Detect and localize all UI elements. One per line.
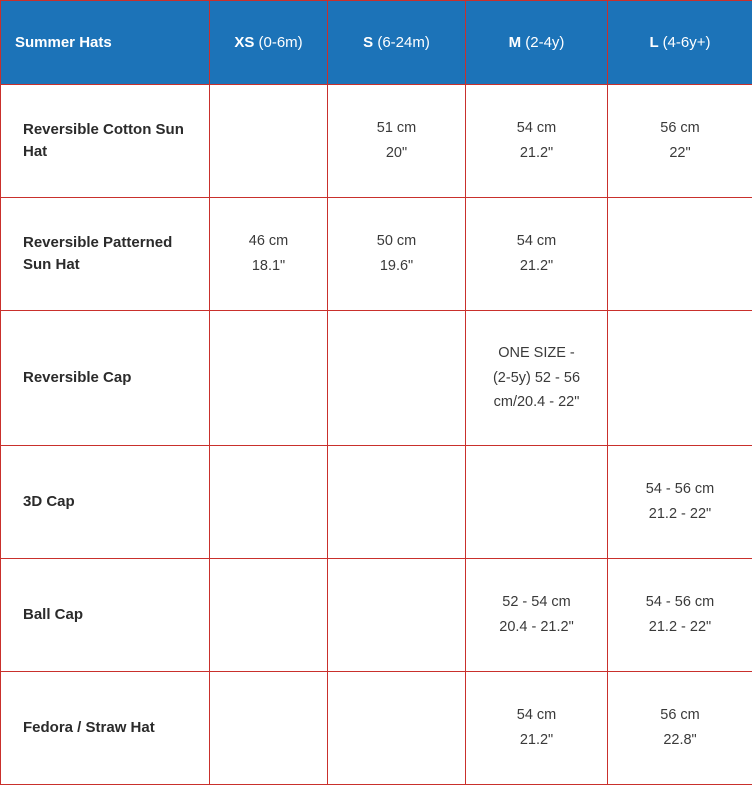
cell-xs xyxy=(210,559,328,672)
cell-xs xyxy=(210,446,328,559)
column-header-xs xyxy=(210,1,328,85)
table-title: Summer Hats xyxy=(1,1,210,85)
column-range-l: (4-6y+) xyxy=(662,34,711,51)
row-label: Fedora / Straw Hat xyxy=(1,672,210,785)
cell-xs xyxy=(210,311,328,446)
cell-l: 56 cm 22" xyxy=(608,85,752,198)
column-header-m xyxy=(466,1,608,85)
table-row xyxy=(1,85,752,198)
cell-m: 54 cm 21.2" xyxy=(466,85,608,198)
column-range-xs: (0-6m) xyxy=(258,34,303,51)
cell-xs: 46 cm 18.1" xyxy=(210,198,328,311)
table-row xyxy=(1,559,752,672)
cell-l: 54 - 56 cm 21.2 - 22" xyxy=(608,446,752,559)
cell-xs xyxy=(210,672,328,785)
cell-m: 54 cm 21.2" xyxy=(466,672,608,785)
header-row xyxy=(1,1,752,85)
table-row xyxy=(1,446,752,559)
column-range-m: (2-4y) xyxy=(525,34,565,51)
cell-l xyxy=(608,198,752,311)
cell-l xyxy=(608,311,752,446)
row-label: 3D Cap xyxy=(1,446,210,559)
cell-m xyxy=(466,446,608,559)
row-label: Reversible Cap xyxy=(1,311,210,446)
cell-s xyxy=(328,672,466,785)
column-size-m: M xyxy=(508,34,522,51)
column-size-l: L xyxy=(649,34,659,51)
table-header xyxy=(1,1,752,85)
table-row xyxy=(1,198,752,311)
cell-xs xyxy=(210,85,328,198)
cell-m: 52 - 54 cm 20.4 - 21.2" xyxy=(466,559,608,672)
cell-s xyxy=(328,311,466,446)
row-label: Ball Cap xyxy=(1,559,210,672)
cell-s xyxy=(328,559,466,672)
column-range-s: (6-24m) xyxy=(377,34,430,51)
column-size-xs: XS xyxy=(234,34,255,51)
cell-l: 54 - 56 cm 21.2 - 22" xyxy=(608,559,752,672)
cell-m: 54 cm 21.2" xyxy=(466,198,608,311)
cell-l: 56 cm 22.8" xyxy=(608,672,752,785)
cell-s: 50 cm 19.6" xyxy=(328,198,466,311)
column-header-l xyxy=(608,1,752,85)
table-body xyxy=(1,85,752,785)
cell-s: 51 cm 20" xyxy=(328,85,466,198)
row-label: Reversible Patterned Sun Hat xyxy=(1,198,210,311)
cell-s xyxy=(328,446,466,559)
column-header-s xyxy=(328,1,466,85)
table-row xyxy=(1,311,752,446)
row-label: Reversible Cotton Sun Hat xyxy=(1,85,210,198)
table-row xyxy=(1,672,752,785)
column-size-s: S xyxy=(363,34,374,51)
cell-m: ONE SIZE - (2-5y) 52 - 56 cm/20.4 - 22" xyxy=(466,311,608,446)
